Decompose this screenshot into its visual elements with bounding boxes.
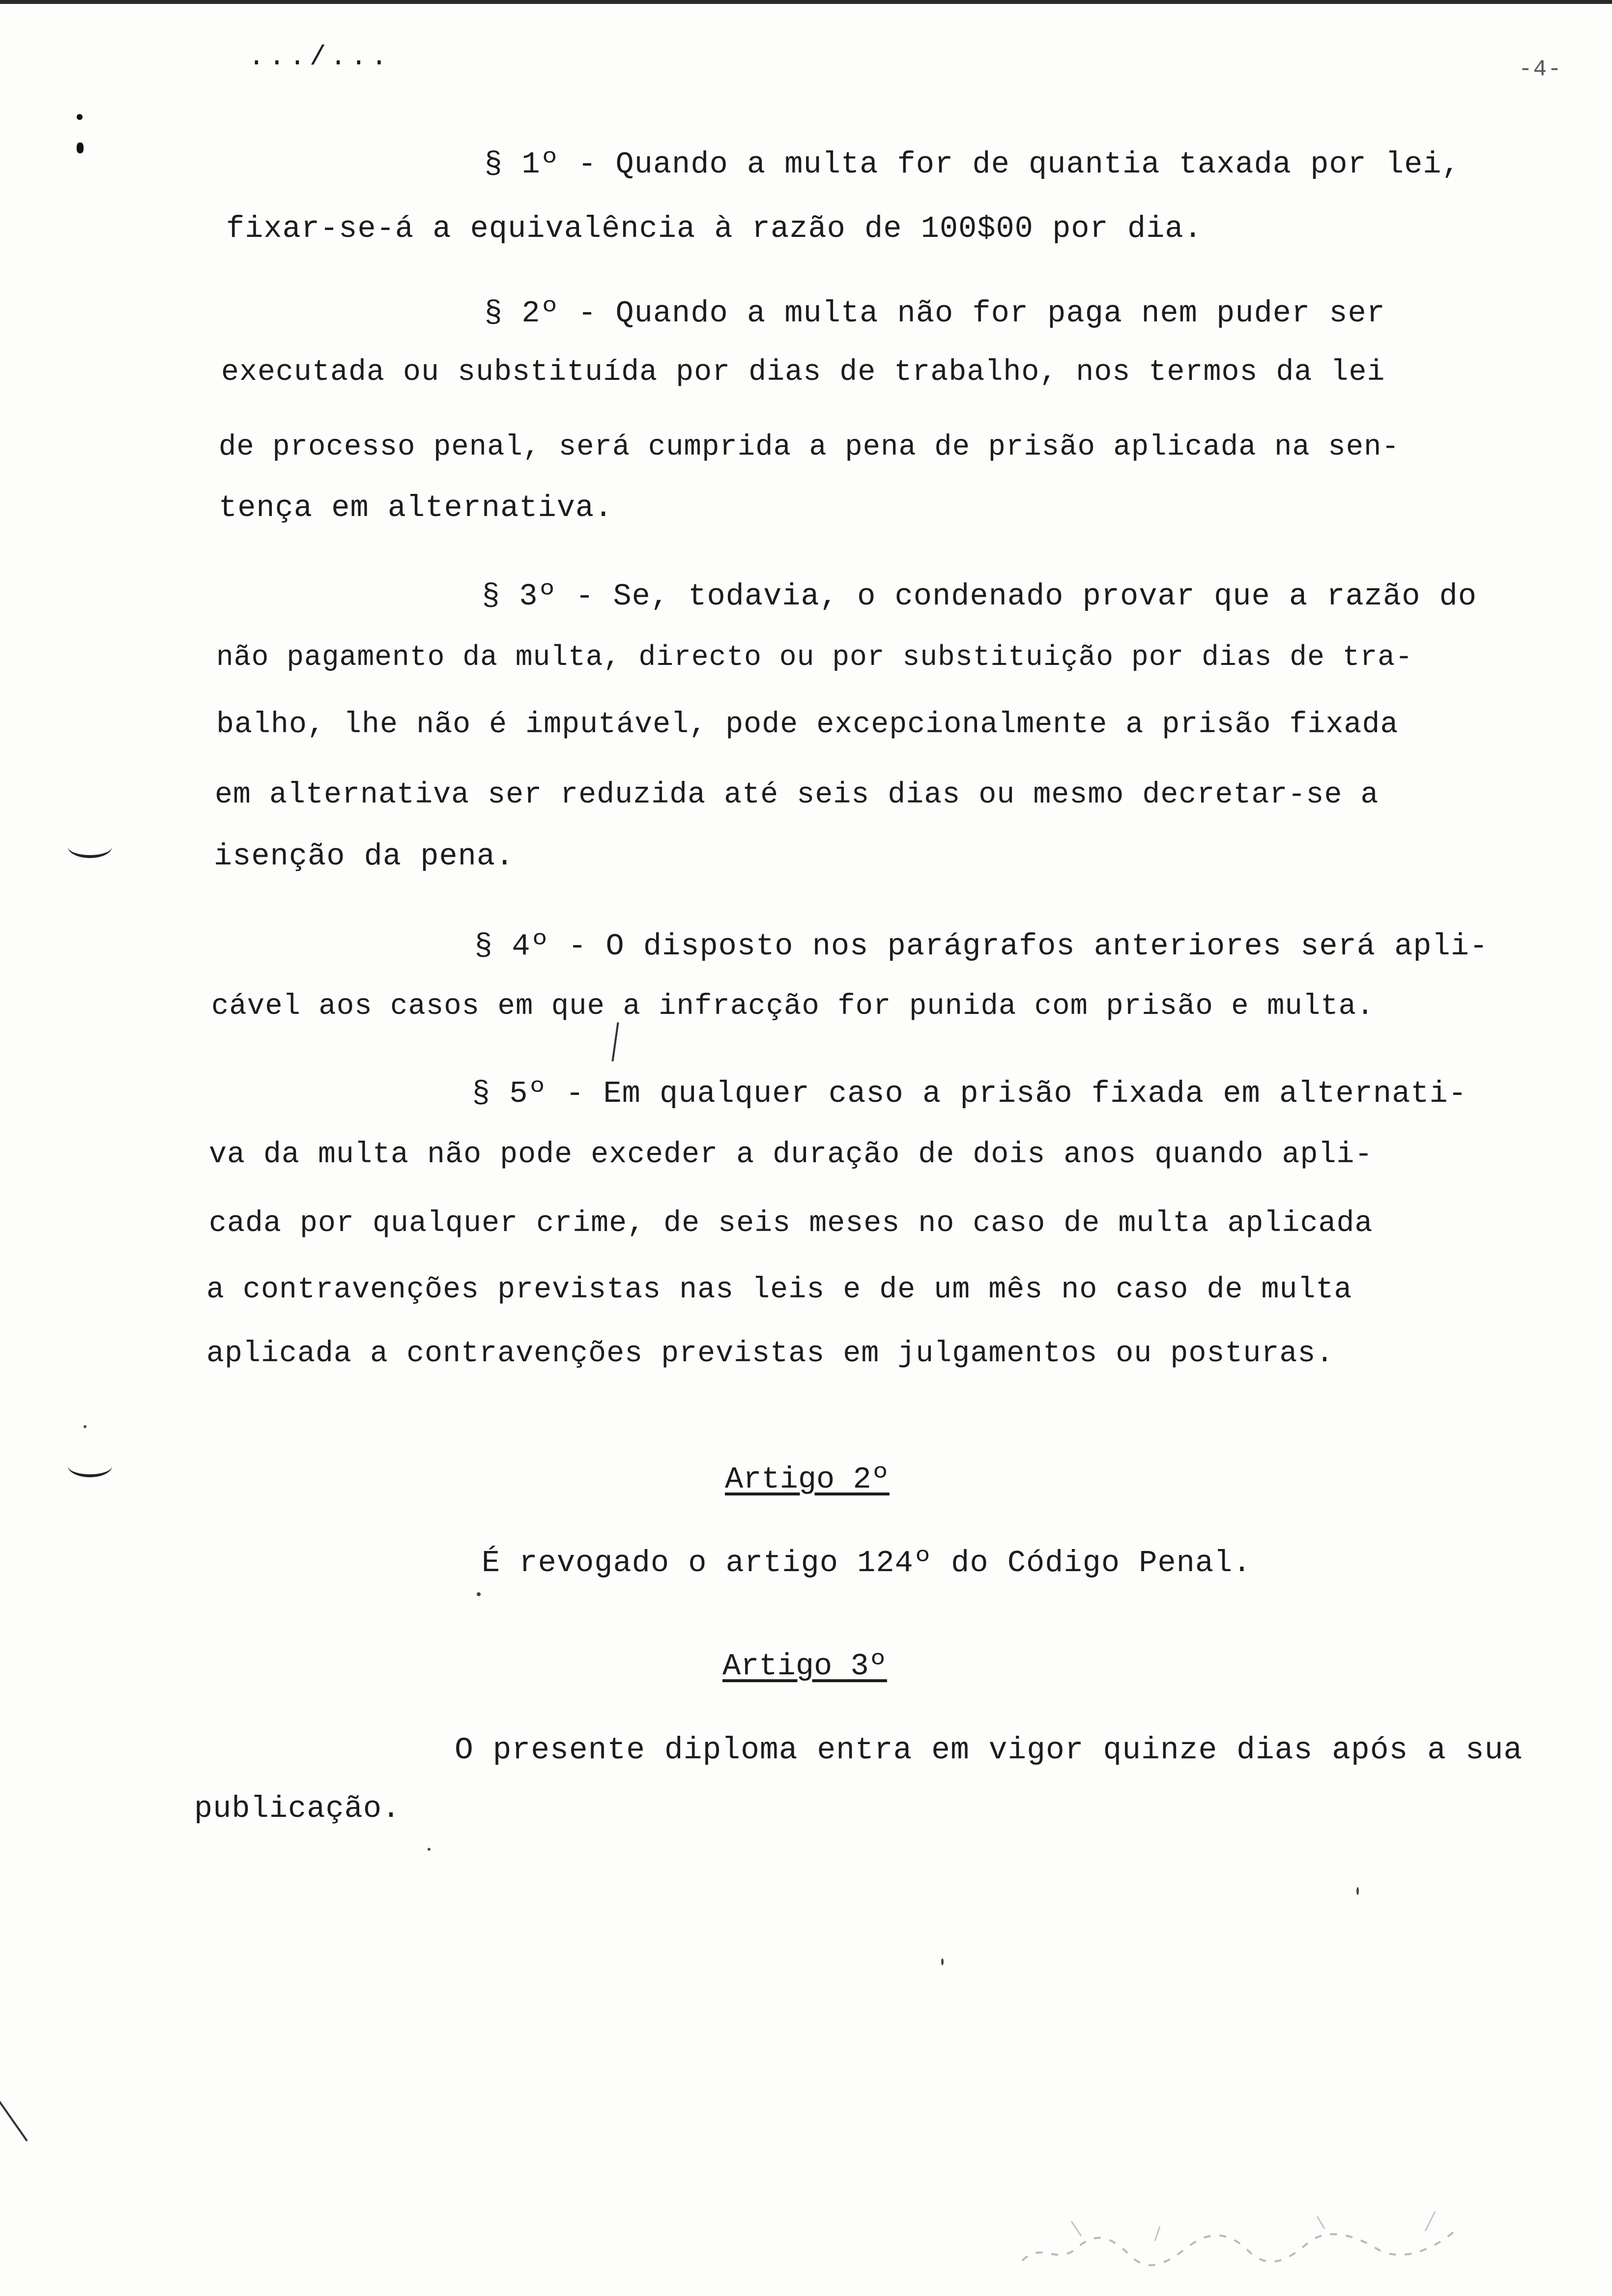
paragraph-2-line-2: executada ou substituída por dias de trabalho, nos termos da lei <box>221 356 1385 389</box>
article-2-heading: Artigo 2º <box>725 1462 890 1497</box>
scan-speck <box>941 1958 944 1965</box>
paragraph-5-line-3: cada por qualquer crime, de seis meses no caso de multa aplicada <box>209 1207 1373 1240</box>
scan-speck <box>477 1592 481 1596</box>
paragraph-2-line-4: tença em alternativa. <box>219 490 613 525</box>
paragraph-4-line-2: cável aos casos em que a infracção for punida com prisão e multa. <box>211 990 1375 1023</box>
paragraph-1-line-1: § 1º - Quando a multa for de quantia taxada por lei, <box>484 147 1461 182</box>
faint-signature <box>1012 2202 1484 2275</box>
margin-dot <box>77 143 84 153</box>
top-border-line <box>0 0 1612 4</box>
paragraph-2-line-1: § 2º - Quando a multa não for paga nem puder ser <box>484 296 1385 331</box>
binder-hole-mark <box>68 1455 112 1477</box>
paragraph-3-line-3: balho, lhe não é imputável, pode excepcionalmente a prisão fixada <box>216 708 1399 742</box>
article-3-line-1: O presente diploma entra em vigor quinze dias após a sua <box>455 1733 1523 1768</box>
paragraph-5-line-5: aplicada a contravenções previstas em julgamentos ou posturas. <box>206 1337 1334 1371</box>
article-2-text: É revogado o artigo 124º do Código Penal. <box>482 1546 1252 1580</box>
paragraph-3-line-2: não pagamento da multa, directo ou por substituição por dias de tra- <box>216 642 1413 674</box>
paragraph-3-line-1: § 3º - Se, todavia, o condenado provar que a razão do <box>482 579 1477 614</box>
continuation-mark: .../... <box>248 41 392 73</box>
paragraph-5-line-2: va da multa não pode exceder a duração de dois anos quando apli- <box>209 1138 1373 1172</box>
paragraph-3-line-5: isenção da pena. <box>214 839 515 874</box>
scan-diagonal-mark <box>0 2080 28 2141</box>
paragraph-2-line-3: de processo penal, será cumprida a pena de prisão aplicada na sen- <box>219 430 1400 463</box>
pen-stroke-mark <box>611 1022 619 1062</box>
margin-dot <box>77 114 83 120</box>
article-3-line-2: publicação. <box>194 1791 401 1826</box>
scan-speck <box>1356 1887 1359 1895</box>
binder-hole-mark <box>68 835 112 858</box>
paragraph-1-line-2: fixar-se-á a equivalência à razão de 100$00 por dia. <box>226 211 1203 246</box>
paragraph-4-line-1: § 4º - O disposto nos parágrafos anteriores será apli- <box>474 929 1489 964</box>
scan-speck <box>428 1848 431 1851</box>
paragraph-3-line-4: em alternativa ser reduzida até seis dias ou mesmo decretar-se a <box>215 778 1379 812</box>
page-number: -4- <box>1519 57 1562 82</box>
article-3-heading: Artigo 3º <box>722 1649 887 1684</box>
paragraph-5-line-4: a contravenções previstas nas leis e de um mês no caso de multa <box>206 1273 1353 1307</box>
margin-dot <box>84 1425 86 1428</box>
paragraph-5-line-1: § 5º - Em qualquer caso a prisão fixada em alternati- <box>472 1076 1467 1111</box>
